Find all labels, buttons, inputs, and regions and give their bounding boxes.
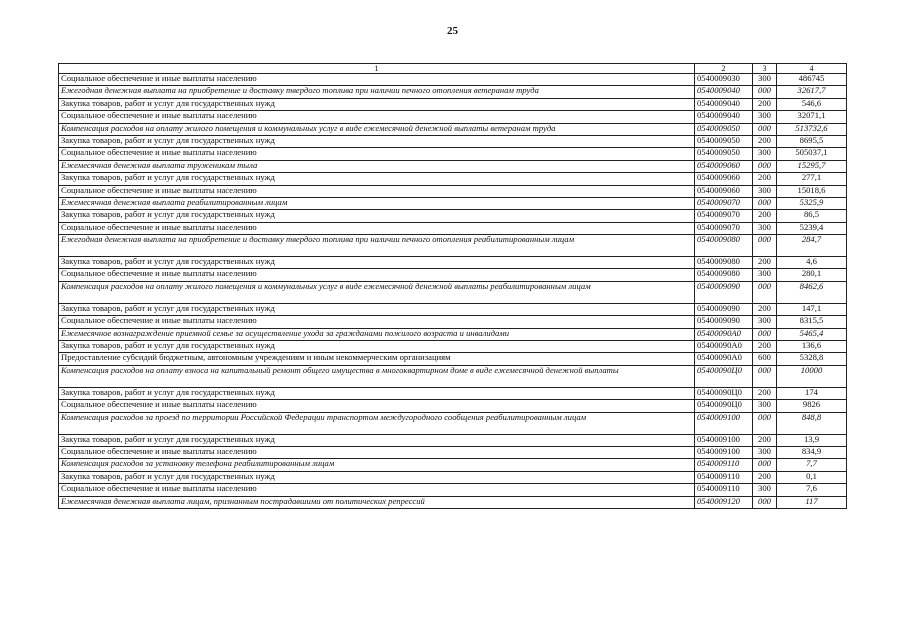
table-row bbox=[59, 446, 847, 458]
row-amount-cell: 7,6 bbox=[777, 484, 847, 496]
row-amount-cell: 147,1 bbox=[777, 303, 847, 315]
row-code-cell: 0540009060 bbox=[695, 173, 753, 185]
table-row bbox=[59, 281, 847, 303]
row-code-cell: 05400090Ц0 bbox=[695, 387, 753, 399]
row-name-cell: Закупка товаров, работ и услуг для государственных нужд bbox=[59, 257, 695, 269]
row-expense-type-cell: 200 bbox=[753, 387, 777, 399]
row-code-cell: 0540009100 bbox=[695, 434, 753, 446]
row-name-cell: Социальное обеспечение и иные выплаты населению bbox=[59, 400, 695, 412]
table-row bbox=[59, 257, 847, 269]
row-amount-cell: 5465,4 bbox=[777, 328, 847, 340]
row-amount-cell: 136,6 bbox=[777, 341, 847, 353]
table-row bbox=[59, 98, 847, 110]
row-code-cell: 0540009080 bbox=[695, 257, 753, 269]
row-expense-type-cell: 000 bbox=[753, 365, 777, 387]
budget-table bbox=[58, 63, 847, 509]
row-code-cell: 0540009110 bbox=[695, 471, 753, 483]
row-expense-type-cell: 000 bbox=[753, 123, 777, 135]
row-expense-type-cell: 000 bbox=[753, 86, 777, 98]
row-name-cell: Закупка товаров, работ и услуг для государственных нужд bbox=[59, 434, 695, 446]
row-name-cell: Социальное обеспечение и иные выплаты населению bbox=[59, 484, 695, 496]
row-name-cell: Социальное обеспечение и иные выплаты населению bbox=[59, 222, 695, 234]
row-expense-type-cell: 200 bbox=[753, 471, 777, 483]
row-name-cell: Закупка товаров, работ и услуг для государственных нужд bbox=[59, 387, 695, 399]
table-row bbox=[59, 484, 847, 496]
row-name-cell: Закупка товаров, работ и услуг для государственных нужд bbox=[59, 98, 695, 110]
row-amount-cell: 8695,5 bbox=[777, 135, 847, 147]
row-name-cell: Социальное обеспечение и иные выплаты населению bbox=[59, 185, 695, 197]
row-amount-cell: 513732,6 bbox=[777, 123, 847, 135]
row-name-cell: Социальное обеспечение и иные выплаты населению bbox=[59, 446, 695, 458]
row-expense-type-cell: 200 bbox=[753, 341, 777, 353]
column-header-name: 1 bbox=[59, 64, 695, 74]
row-expense-type-cell: 000 bbox=[753, 328, 777, 340]
row-expense-type-cell: 200 bbox=[753, 257, 777, 269]
row-expense-type-cell: 300 bbox=[753, 111, 777, 123]
row-name-cell: Закупка товаров, работ и услуг для государственных нужд bbox=[59, 173, 695, 185]
table-row bbox=[59, 185, 847, 197]
table-row bbox=[59, 269, 847, 281]
page-number: 25 bbox=[447, 25, 458, 37]
row-code-cell: 0540009030 bbox=[695, 74, 753, 86]
table-row bbox=[59, 316, 847, 328]
row-amount-cell: 7,7 bbox=[777, 459, 847, 471]
row-code-cell: 0540009070 bbox=[695, 197, 753, 209]
row-code-cell: 0540009090 bbox=[695, 316, 753, 328]
row-code-cell: 05400090А0 bbox=[695, 341, 753, 353]
column-header-code: 2 bbox=[695, 64, 753, 74]
row-expense-type-cell: 200 bbox=[753, 434, 777, 446]
row-name-cell: Ежемесячная денежная выплата лицам, признанным пострадавшими от политических репрессий bbox=[59, 496, 695, 508]
row-name-cell: Социальное обеспечение и иные выплаты населению bbox=[59, 111, 695, 123]
row-expense-type-cell: 300 bbox=[753, 185, 777, 197]
table-row bbox=[59, 365, 847, 387]
row-expense-type-cell: 300 bbox=[753, 74, 777, 86]
row-amount-cell: 284,7 bbox=[777, 235, 847, 257]
row-name-cell: Компенсация расходов на оплату жилого помещения и коммунальных услуг в виде ежемесячной денежной выплаты ветеранам труда bbox=[59, 123, 695, 135]
row-amount-cell: 8315,5 bbox=[777, 316, 847, 328]
column-header-amount: 4 bbox=[777, 64, 847, 74]
table-row bbox=[59, 111, 847, 123]
row-name-cell: Социальное обеспечение и иные выплаты населению bbox=[59, 148, 695, 160]
row-name-cell: Ежемесячная денежная выплата реабилитированным лицам bbox=[59, 197, 695, 209]
table-row bbox=[59, 353, 847, 365]
table-row bbox=[59, 173, 847, 185]
row-expense-type-cell: 000 bbox=[753, 235, 777, 257]
row-code-cell: 0540009110 bbox=[695, 459, 753, 471]
table-row bbox=[59, 412, 847, 434]
row-code-cell: 0540009100 bbox=[695, 446, 753, 458]
row-name-cell: Ежегодная денежная выплата на приобретение и доставку твердого топлива при наличии печного отопления реабилитированным лицам bbox=[59, 235, 695, 257]
row-expense-type-cell: 000 bbox=[753, 412, 777, 434]
table-row bbox=[59, 328, 847, 340]
row-expense-type-cell: 300 bbox=[753, 446, 777, 458]
row-code-cell: 0540009050 bbox=[695, 148, 753, 160]
row-amount-cell: 277,1 bbox=[777, 173, 847, 185]
row-amount-cell: 5325,9 bbox=[777, 197, 847, 209]
row-expense-type-cell: 300 bbox=[753, 148, 777, 160]
row-name-cell: Закупка товаров, работ и услуг для государственных нужд bbox=[59, 210, 695, 222]
row-amount-cell: 280,1 bbox=[777, 269, 847, 281]
row-code-cell: 0540009040 bbox=[695, 98, 753, 110]
row-amount-cell: 834,9 bbox=[777, 446, 847, 458]
column-number-header-row bbox=[59, 64, 847, 74]
table-row bbox=[59, 135, 847, 147]
table-row bbox=[59, 303, 847, 315]
row-amount-cell: 32071,1 bbox=[777, 111, 847, 123]
row-amount-cell: 486745 bbox=[777, 74, 847, 86]
row-amount-cell: 5239,4 bbox=[777, 222, 847, 234]
row-amount-cell: 4,6 bbox=[777, 257, 847, 269]
table-row bbox=[59, 197, 847, 209]
row-amount-cell: 5328,8 bbox=[777, 353, 847, 365]
row-amount-cell: 505037,1 bbox=[777, 148, 847, 160]
table-row bbox=[59, 123, 847, 135]
row-amount-cell: 8462,6 bbox=[777, 281, 847, 303]
row-code-cell: 0540009080 bbox=[695, 269, 753, 281]
row-name-cell: Компенсация расходов на оплату жилого помещения и коммунальных услуг в виде ежемесячной денежной выплаты реабилитированным лицам bbox=[59, 281, 695, 303]
row-code-cell: 0540009110 bbox=[695, 484, 753, 496]
table-row bbox=[59, 434, 847, 446]
row-name-cell: Закупка товаров, работ и услуг для государственных нужд bbox=[59, 135, 695, 147]
table-row bbox=[59, 235, 847, 257]
row-amount-cell: 117 bbox=[777, 496, 847, 508]
row-code-cell: 0540009120 bbox=[695, 496, 753, 508]
table-body bbox=[59, 74, 847, 509]
row-code-cell: 05400090Ц0 bbox=[695, 365, 753, 387]
row-amount-cell: 15018,6 bbox=[777, 185, 847, 197]
row-expense-type-cell: 300 bbox=[753, 222, 777, 234]
table-row bbox=[59, 459, 847, 471]
table-row bbox=[59, 86, 847, 98]
table-row bbox=[59, 74, 847, 86]
table-row bbox=[59, 387, 847, 399]
row-name-cell: Социальное обеспечение и иные выплаты населению bbox=[59, 74, 695, 86]
row-expense-type-cell: 000 bbox=[753, 197, 777, 209]
row-expense-type-cell: 300 bbox=[753, 484, 777, 496]
row-expense-type-cell: 000 bbox=[753, 459, 777, 471]
row-code-cell: 05400090Ц0 bbox=[695, 400, 753, 412]
row-expense-type-cell: 000 bbox=[753, 281, 777, 303]
row-expense-type-cell: 000 bbox=[753, 496, 777, 508]
row-expense-type-cell: 600 bbox=[753, 353, 777, 365]
table-row bbox=[59, 496, 847, 508]
row-name-cell: Ежегодная денежная выплата на приобретение и доставку твердого топлива при наличии печного отопления ветеранам труда bbox=[59, 86, 695, 98]
row-amount-cell: 32617,7 bbox=[777, 86, 847, 98]
row-expense-type-cell: 200 bbox=[753, 303, 777, 315]
row-name-cell: Закупка товаров, работ и услуг для государственных нужд bbox=[59, 303, 695, 315]
row-name-cell: Закупка товаров, работ и услуг для государственных нужд bbox=[59, 341, 695, 353]
table-row bbox=[59, 471, 847, 483]
row-amount-cell: 86,5 bbox=[777, 210, 847, 222]
row-amount-cell: 0,1 bbox=[777, 471, 847, 483]
row-name-cell: Ежемесячная денежная выплата труженикам тыла bbox=[59, 160, 695, 172]
row-expense-type-cell: 200 bbox=[753, 135, 777, 147]
row-expense-type-cell: 300 bbox=[753, 316, 777, 328]
row-code-cell: 0540009060 bbox=[695, 160, 753, 172]
row-expense-type-cell: 300 bbox=[753, 400, 777, 412]
row-expense-type-cell: 200 bbox=[753, 173, 777, 185]
row-name-cell: Закупка товаров, работ и услуг для государственных нужд bbox=[59, 471, 695, 483]
row-amount-cell: 10000 bbox=[777, 365, 847, 387]
column-header-type: 3 bbox=[753, 64, 777, 74]
row-expense-type-cell: 200 bbox=[753, 210, 777, 222]
row-code-cell: 0540009040 bbox=[695, 111, 753, 123]
row-name-cell: Компенсация расходов за установку телефона реабилитированным лицам bbox=[59, 459, 695, 471]
table-row bbox=[59, 210, 847, 222]
row-amount-cell: 15295,7 bbox=[777, 160, 847, 172]
table-row bbox=[59, 400, 847, 412]
row-code-cell: 0540009040 bbox=[695, 86, 753, 98]
row-name-cell: Ежемесячное вознаграждение приемной семье за осуществление ухода за гражданами пожилого возраста и инвалидами bbox=[59, 328, 695, 340]
table-row bbox=[59, 341, 847, 353]
row-name-cell: Предоставление субсидий бюджетным, автономным учреждениям и иным некоммерческим организациям bbox=[59, 353, 695, 365]
row-code-cell: 0540009050 bbox=[695, 123, 753, 135]
row-name-cell: Компенсация расходов за проезд по территории Российской Федерации транспортом междугородного сообщения реабилитированным лицам bbox=[59, 412, 695, 434]
row-code-cell: 0540009100 bbox=[695, 412, 753, 434]
row-code-cell: 0540009080 bbox=[695, 235, 753, 257]
row-expense-type-cell: 000 bbox=[753, 160, 777, 172]
row-expense-type-cell: 200 bbox=[753, 98, 777, 110]
row-amount-cell: 848,8 bbox=[777, 412, 847, 434]
row-code-cell: 0540009070 bbox=[695, 222, 753, 234]
table-row bbox=[59, 222, 847, 234]
row-code-cell: 0540009090 bbox=[695, 303, 753, 315]
row-code-cell: 0540009050 bbox=[695, 135, 753, 147]
row-code-cell: 05400090А0 bbox=[695, 353, 753, 365]
row-amount-cell: 9826 bbox=[777, 400, 847, 412]
row-code-cell: 05400090А0 bbox=[695, 328, 753, 340]
row-code-cell: 0540009060 bbox=[695, 185, 753, 197]
row-name-cell: Социальное обеспечение и иные выплаты населению bbox=[59, 316, 695, 328]
row-amount-cell: 546,6 bbox=[777, 98, 847, 110]
row-name-cell: Компенсация расходов на оплату взноса на капитальный ремонт общего имущества в многоквартирном доме в виде ежемесячной денежной выплаты bbox=[59, 365, 695, 387]
row-amount-cell: 13,9 bbox=[777, 434, 847, 446]
table-row bbox=[59, 148, 847, 160]
row-code-cell: 0540009070 bbox=[695, 210, 753, 222]
row-code-cell: 0540009090 bbox=[695, 281, 753, 303]
row-amount-cell: 174 bbox=[777, 387, 847, 399]
row-expense-type-cell: 300 bbox=[753, 269, 777, 281]
row-name-cell: Социальное обеспечение и иные выплаты населению bbox=[59, 269, 695, 281]
table-row bbox=[59, 160, 847, 172]
